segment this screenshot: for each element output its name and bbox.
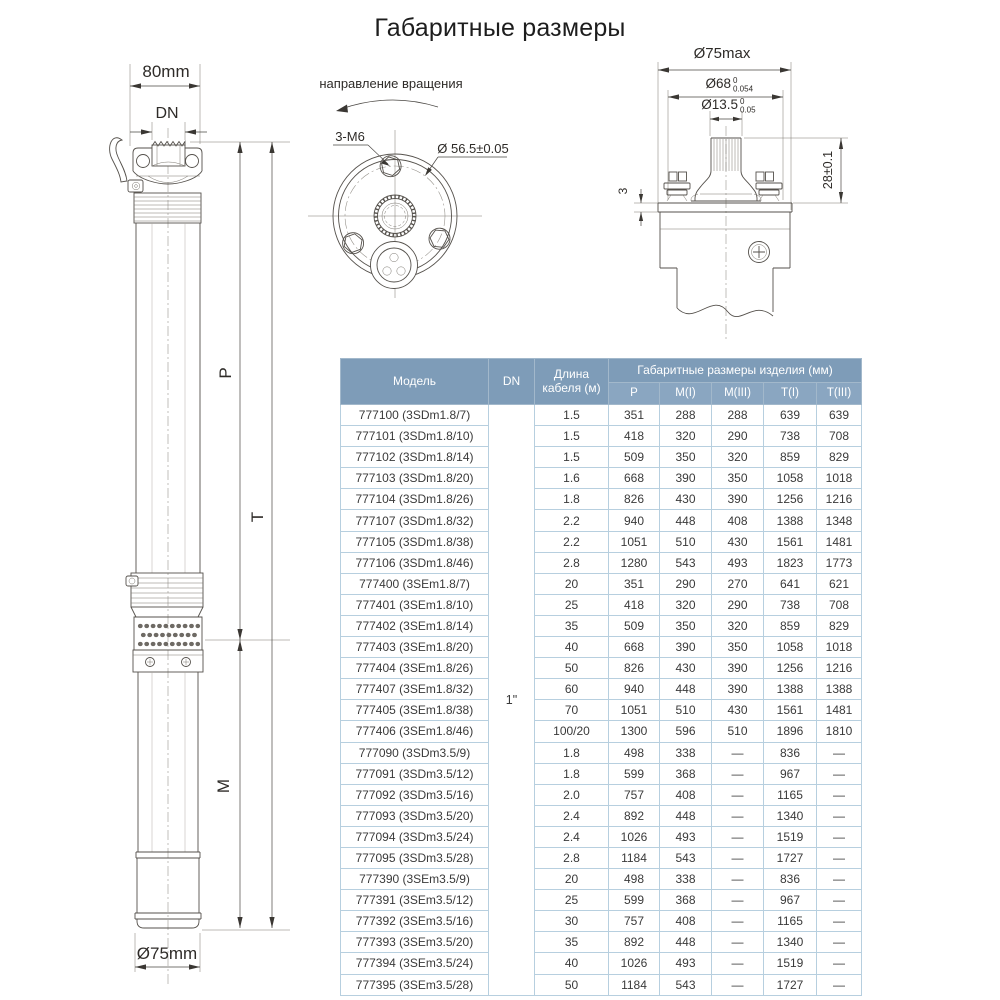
pump-top-view-drawing bbox=[300, 60, 515, 305]
cable-length-cell: 50 bbox=[535, 658, 609, 679]
table-body bbox=[341, 405, 862, 996]
dimension-cell: — bbox=[712, 763, 764, 784]
dimension-cell: 418 bbox=[609, 426, 660, 447]
dimension-cell: 493 bbox=[712, 552, 764, 573]
dimension-cell: 829 bbox=[817, 615, 862, 636]
model-cell: 777394 (3SEm3.5/24) bbox=[341, 953, 489, 974]
dimension-cell: — bbox=[817, 805, 862, 826]
dimension-cell: 1216 bbox=[817, 489, 862, 510]
dimension-cell: 738 bbox=[764, 426, 817, 447]
dimension-cell: 448 bbox=[660, 510, 712, 531]
dimension-cell: 1051 bbox=[609, 700, 660, 721]
dimension-cell: 350 bbox=[712, 468, 764, 489]
dimension-cell: 498 bbox=[609, 869, 660, 890]
model-cell: 777390 (3SEm3.5/9) bbox=[341, 869, 489, 890]
dimension-cell: 1896 bbox=[764, 721, 817, 742]
bolt-circle-dia-label: Ø 56.5±0.05 bbox=[437, 141, 509, 156]
table-row bbox=[341, 468, 862, 489]
dimension-cell: 1018 bbox=[817, 637, 862, 658]
cable-length-cell: 25 bbox=[535, 594, 609, 615]
dimension-cell: 940 bbox=[609, 679, 660, 700]
dimension-cell: 1561 bbox=[764, 531, 817, 552]
table-row bbox=[341, 847, 862, 868]
col-header-ti: T(I) bbox=[764, 383, 817, 405]
col-header-p: P bbox=[609, 383, 660, 405]
dimension-cell: — bbox=[817, 890, 862, 911]
dimension-cell: 826 bbox=[609, 658, 660, 679]
dimension-cell: 1561 bbox=[764, 700, 817, 721]
flange-tol-top: 0 bbox=[733, 76, 738, 85]
cable-length-cell: 35 bbox=[535, 615, 609, 636]
dimension-cell: 1348 bbox=[817, 510, 862, 531]
dimension-cell: — bbox=[817, 826, 862, 847]
model-cell: 777392 (3SEm3.5/16) bbox=[341, 911, 489, 932]
dimension-cell: 967 bbox=[764, 890, 817, 911]
dimension-cell: 270 bbox=[712, 573, 764, 594]
dimension-cell: 510 bbox=[660, 531, 712, 552]
dimension-cell: 1026 bbox=[609, 826, 660, 847]
cable-length-cell: 2.4 bbox=[535, 805, 609, 826]
dimension-cell: 390 bbox=[712, 679, 764, 700]
dimension-cell: 1519 bbox=[764, 953, 817, 974]
dimension-cell: 1727 bbox=[764, 974, 817, 995]
table-row bbox=[341, 932, 862, 953]
dimension-cell: 509 bbox=[609, 615, 660, 636]
cable-length-cell: 40 bbox=[535, 953, 609, 974]
table-row bbox=[341, 890, 862, 911]
dimension-cell: 738 bbox=[764, 594, 817, 615]
cable-length-cell: 40 bbox=[535, 637, 609, 658]
dimension-cell: 543 bbox=[660, 552, 712, 573]
model-cell: 777407 (3SEm1.8/32) bbox=[341, 679, 489, 700]
cable-length-cell: 2.4 bbox=[535, 826, 609, 847]
dimension-cell: 448 bbox=[660, 932, 712, 953]
table-row bbox=[341, 742, 862, 763]
table-row bbox=[341, 784, 862, 805]
dimension-cell: 320 bbox=[660, 426, 712, 447]
cable-length-cell: 50 bbox=[535, 974, 609, 995]
cable-length-cell: 1.6 bbox=[535, 468, 609, 489]
dimension-cell: — bbox=[817, 847, 862, 868]
cable-length-cell: 2.2 bbox=[535, 531, 609, 552]
dimension-cell: 757 bbox=[609, 911, 660, 932]
dimension-cell: 940 bbox=[609, 510, 660, 531]
dimension-cell: 368 bbox=[660, 890, 712, 911]
table-row bbox=[341, 721, 862, 742]
table-row bbox=[341, 679, 862, 700]
dimension-cell: — bbox=[712, 932, 764, 953]
table-row bbox=[341, 658, 862, 679]
dimension-cell: 1165 bbox=[764, 911, 817, 932]
cable-length-cell: 100/20 bbox=[535, 721, 609, 742]
table-row bbox=[341, 763, 862, 784]
dimension-cell: — bbox=[817, 911, 862, 932]
model-cell: 777405 (3SEm1.8/38) bbox=[341, 700, 489, 721]
model-cell: 777092 (3SDm3.5/16) bbox=[341, 784, 489, 805]
col-header-cable: Длина кабеля (м) bbox=[535, 359, 609, 405]
cable-length-cell: 20 bbox=[535, 869, 609, 890]
dimension-cell: 668 bbox=[609, 637, 660, 658]
shaft-outer-dia-label: Ø75max bbox=[693, 45, 751, 62]
dimension-cell: — bbox=[817, 742, 862, 763]
dimension-cell: 338 bbox=[660, 742, 712, 763]
cable-length-cell: 1.8 bbox=[535, 763, 609, 784]
dimension-cell: 408 bbox=[660, 911, 712, 932]
rotation-direction-label: направление вращения bbox=[319, 76, 463, 91]
dimension-cell: 288 bbox=[660, 405, 712, 426]
dimension-cell: 509 bbox=[609, 447, 660, 468]
dimension-cell: — bbox=[712, 890, 764, 911]
dimension-cell: 1340 bbox=[764, 805, 817, 826]
dimension-cell: 390 bbox=[712, 489, 764, 510]
shaft-tol-bottom: 0.05 bbox=[740, 105, 756, 115]
dimension-cell: 1481 bbox=[817, 700, 862, 721]
dimension-cell: 1184 bbox=[609, 974, 660, 995]
dimension-cell: 1340 bbox=[764, 932, 817, 953]
dimension-cell: 1481 bbox=[817, 531, 862, 552]
col-header-model: Модель bbox=[341, 359, 489, 405]
model-cell: 777100 (3SDm1.8/7) bbox=[341, 405, 489, 426]
dimension-cell: 829 bbox=[817, 447, 862, 468]
model-cell: 777107 (3SDm1.8/32) bbox=[341, 510, 489, 531]
cable-length-cell: 2.0 bbox=[535, 784, 609, 805]
dimension-cell: 510 bbox=[660, 700, 712, 721]
dimension-cell: 350 bbox=[660, 447, 712, 468]
cable-length-cell: 20 bbox=[535, 573, 609, 594]
dimension-cell: 448 bbox=[660, 679, 712, 700]
dimension-cell: 1184 bbox=[609, 847, 660, 868]
model-cell: 777094 (3SDm3.5/24) bbox=[341, 826, 489, 847]
table-row bbox=[341, 615, 862, 636]
table-row bbox=[341, 637, 862, 658]
dimension-cell: 351 bbox=[609, 573, 660, 594]
dimension-cell: — bbox=[712, 953, 764, 974]
model-cell: 777093 (3SDm3.5/20) bbox=[341, 805, 489, 826]
dimension-cell: 1216 bbox=[817, 658, 862, 679]
dimension-cell: 1773 bbox=[817, 552, 862, 573]
table-row bbox=[341, 700, 862, 721]
dimension-cell: 498 bbox=[609, 742, 660, 763]
dimension-cell: 390 bbox=[660, 637, 712, 658]
dimension-cell: 1727 bbox=[764, 847, 817, 868]
spline-height-label: 28±0.1 bbox=[821, 150, 835, 190]
dimension-cell: 1051 bbox=[609, 531, 660, 552]
dimension-cell: 338 bbox=[660, 869, 712, 890]
dimension-cell: 493 bbox=[660, 953, 712, 974]
cable-length-cell: 1.5 bbox=[535, 447, 609, 468]
pump-width-dim-label: 80mm bbox=[142, 62, 190, 81]
dimension-cell: 1026 bbox=[609, 953, 660, 974]
col-header-mi: M(I) bbox=[660, 383, 712, 405]
model-cell: 777403 (3SEm1.8/20) bbox=[341, 637, 489, 658]
model-cell: 777095 (3SDm3.5/28) bbox=[341, 847, 489, 868]
shaft-detail-drawing bbox=[615, 40, 860, 345]
table-row bbox=[341, 489, 862, 510]
dimension-cell: — bbox=[712, 784, 764, 805]
dimension-cell: 408 bbox=[712, 510, 764, 531]
cable-length-cell: 1.8 bbox=[535, 742, 609, 763]
model-cell: 777106 (3SDm1.8/46) bbox=[341, 552, 489, 573]
model-cell: 777402 (3SEm1.8/14) bbox=[341, 615, 489, 636]
dimension-cell: 1280 bbox=[609, 552, 660, 573]
dimension-cell: 1058 bbox=[764, 468, 817, 489]
dimension-cell: 1165 bbox=[764, 784, 817, 805]
dimension-cell: 1388 bbox=[817, 679, 862, 700]
dimension-cell: 320 bbox=[660, 594, 712, 615]
dimension-cell: 639 bbox=[764, 405, 817, 426]
dimension-cell: 288 bbox=[712, 405, 764, 426]
model-cell: 777400 (3SEm1.8/7) bbox=[341, 573, 489, 594]
flange-tol-bottom: 0.054 bbox=[733, 84, 754, 94]
col-header-dims-group: Габаритные размеры изделия (мм) bbox=[609, 359, 862, 383]
dimension-cell: 430 bbox=[660, 489, 712, 510]
cable-length-cell: 2.8 bbox=[535, 847, 609, 868]
cable-length-cell: 1.5 bbox=[535, 426, 609, 447]
table-row bbox=[341, 426, 862, 447]
dimensions-table bbox=[340, 358, 862, 996]
table-row bbox=[341, 974, 862, 995]
table-row bbox=[341, 826, 862, 847]
dimension-cell: 892 bbox=[609, 932, 660, 953]
dimension-cell: 967 bbox=[764, 763, 817, 784]
dimension-cell: 418 bbox=[609, 594, 660, 615]
dimension-cell: 596 bbox=[660, 721, 712, 742]
dimension-cell: 836 bbox=[764, 869, 817, 890]
dimension-cell: 430 bbox=[712, 531, 764, 552]
model-cell: 777404 (3SEm1.8/26) bbox=[341, 658, 489, 679]
dimension-cell: 757 bbox=[609, 784, 660, 805]
dimension-cell: — bbox=[712, 805, 764, 826]
dimension-cell: 320 bbox=[712, 615, 764, 636]
col-header-miii: M(III) bbox=[712, 383, 764, 405]
dimension-cell: 350 bbox=[712, 637, 764, 658]
cable-length-cell: 25 bbox=[535, 890, 609, 911]
dimension-cell: 390 bbox=[660, 468, 712, 489]
dimension-cell: 351 bbox=[609, 405, 660, 426]
shaft-tol-top: 0 bbox=[740, 97, 745, 106]
pump-body-diameter-label: Ø75mm bbox=[136, 944, 198, 963]
model-cell: 777104 (3SDm1.8/26) bbox=[341, 489, 489, 510]
model-cell: 777406 (3SEm1.8/46) bbox=[341, 721, 489, 742]
dimension-cell: — bbox=[817, 974, 862, 995]
dimension-cell: 493 bbox=[660, 826, 712, 847]
table-row bbox=[341, 869, 862, 890]
dimension-cell: 1388 bbox=[764, 510, 817, 531]
dimension-cell: 290 bbox=[660, 573, 712, 594]
dimension-cell: — bbox=[817, 784, 862, 805]
pump-length-p-label: P bbox=[216, 367, 235, 379]
dimension-cell: 859 bbox=[764, 615, 817, 636]
cable-length-cell: 2.2 bbox=[535, 510, 609, 531]
dimension-cell: — bbox=[712, 974, 764, 995]
dimension-cell: 408 bbox=[660, 784, 712, 805]
dimension-cell: — bbox=[712, 911, 764, 932]
total-length-t-label: T bbox=[248, 511, 267, 523]
table-row bbox=[341, 510, 862, 531]
table-row bbox=[341, 552, 862, 573]
dimension-cell: 510 bbox=[712, 721, 764, 742]
dimension-cell: — bbox=[817, 953, 862, 974]
table-row bbox=[341, 447, 862, 468]
dimension-cell: 708 bbox=[817, 594, 862, 615]
gap-dim-label: 3 bbox=[616, 187, 630, 195]
cable-length-cell: 70 bbox=[535, 700, 609, 721]
cable-length-cell: 60 bbox=[535, 679, 609, 700]
dimension-cell: — bbox=[712, 847, 764, 868]
dimension-cell: 892 bbox=[609, 805, 660, 826]
dimension-cell: 430 bbox=[660, 658, 712, 679]
dn-merged-cell: 1" bbox=[489, 405, 535, 996]
table-row bbox=[341, 805, 862, 826]
dimension-cell: 350 bbox=[660, 615, 712, 636]
motor-length-m-label: M bbox=[214, 778, 233, 794]
dimension-cell: 1018 bbox=[817, 468, 862, 489]
dimension-cell: 639 bbox=[817, 405, 862, 426]
table-row bbox=[341, 911, 862, 932]
page-title: Габаритные размеры bbox=[374, 14, 626, 42]
cable-length-cell: 35 bbox=[535, 932, 609, 953]
dimension-cell: 621 bbox=[817, 573, 862, 594]
dimension-cell: — bbox=[817, 869, 862, 890]
dimension-cell: 543 bbox=[660, 847, 712, 868]
table-row bbox=[341, 953, 862, 974]
model-cell: 777103 (3SDm1.8/20) bbox=[341, 468, 489, 489]
pump-side-view-drawing bbox=[95, 50, 310, 995]
model-cell: 777391 (3SEm3.5/12) bbox=[341, 890, 489, 911]
dimension-cell: 1300 bbox=[609, 721, 660, 742]
dimension-cell: 708 bbox=[817, 426, 862, 447]
dimension-cell: 1058 bbox=[764, 637, 817, 658]
table-row bbox=[341, 531, 862, 552]
col-header-dn: DN bbox=[489, 359, 535, 405]
dimension-cell: 1519 bbox=[764, 826, 817, 847]
dimension-cell: 368 bbox=[660, 763, 712, 784]
model-cell: 777102 (3SDm1.8/14) bbox=[341, 447, 489, 468]
dimension-cell: 1823 bbox=[764, 552, 817, 573]
bolt-callout-label: 3-M6 bbox=[335, 129, 365, 144]
dimension-cell: 1388 bbox=[764, 679, 817, 700]
col-header-tiii: T(III) bbox=[817, 383, 862, 405]
dimension-cell: 290 bbox=[712, 594, 764, 615]
dimension-cell: 543 bbox=[660, 974, 712, 995]
model-cell: 777090 (3SDm3.5/9) bbox=[341, 742, 489, 763]
model-cell: 777393 (3SEm3.5/20) bbox=[341, 932, 489, 953]
dimension-cell: 290 bbox=[712, 426, 764, 447]
model-cell: 777395 (3SEm3.5/28) bbox=[341, 974, 489, 995]
dimension-cell: 430 bbox=[712, 700, 764, 721]
dimension-cell: — bbox=[817, 763, 862, 784]
table-row bbox=[341, 594, 862, 615]
model-cell: 777105 (3SDm1.8/38) bbox=[341, 531, 489, 552]
dimension-cell: 859 bbox=[764, 447, 817, 468]
shaft-dia-label: Ø13.5 bbox=[701, 97, 738, 112]
dimension-cell: 826 bbox=[609, 489, 660, 510]
cable-length-cell: 30 bbox=[535, 911, 609, 932]
cable-length-cell: 1.8 bbox=[535, 489, 609, 510]
pump-outlet-dim-label: DN bbox=[155, 105, 179, 122]
dimension-cell: — bbox=[712, 869, 764, 890]
dimension-cell: 1256 bbox=[764, 489, 817, 510]
cable-length-cell: 1.5 bbox=[535, 405, 609, 426]
table-row bbox=[341, 573, 862, 594]
dimension-cell: — bbox=[817, 932, 862, 953]
dimension-cell: — bbox=[712, 826, 764, 847]
dimension-cell: 1256 bbox=[764, 658, 817, 679]
dimension-cell: 836 bbox=[764, 742, 817, 763]
dimension-cell: 320 bbox=[712, 447, 764, 468]
cable-length-cell: 2.8 bbox=[535, 552, 609, 573]
dimension-cell: 390 bbox=[712, 658, 764, 679]
dimension-cell: 599 bbox=[609, 890, 660, 911]
model-cell: 777091 (3SDm3.5/12) bbox=[341, 763, 489, 784]
flange-dia-label: Ø68 bbox=[705, 76, 731, 91]
dimension-cell: 641 bbox=[764, 573, 817, 594]
dimension-cell: 668 bbox=[609, 468, 660, 489]
dimension-cell: 448 bbox=[660, 805, 712, 826]
model-cell: 777101 (3SDm1.8/10) bbox=[341, 426, 489, 447]
dimension-cell: — bbox=[712, 742, 764, 763]
dimension-cell: 599 bbox=[609, 763, 660, 784]
model-cell: 777401 (3SEm1.8/10) bbox=[341, 594, 489, 615]
dimension-cell: 1810 bbox=[817, 721, 862, 742]
table-row bbox=[341, 405, 862, 426]
